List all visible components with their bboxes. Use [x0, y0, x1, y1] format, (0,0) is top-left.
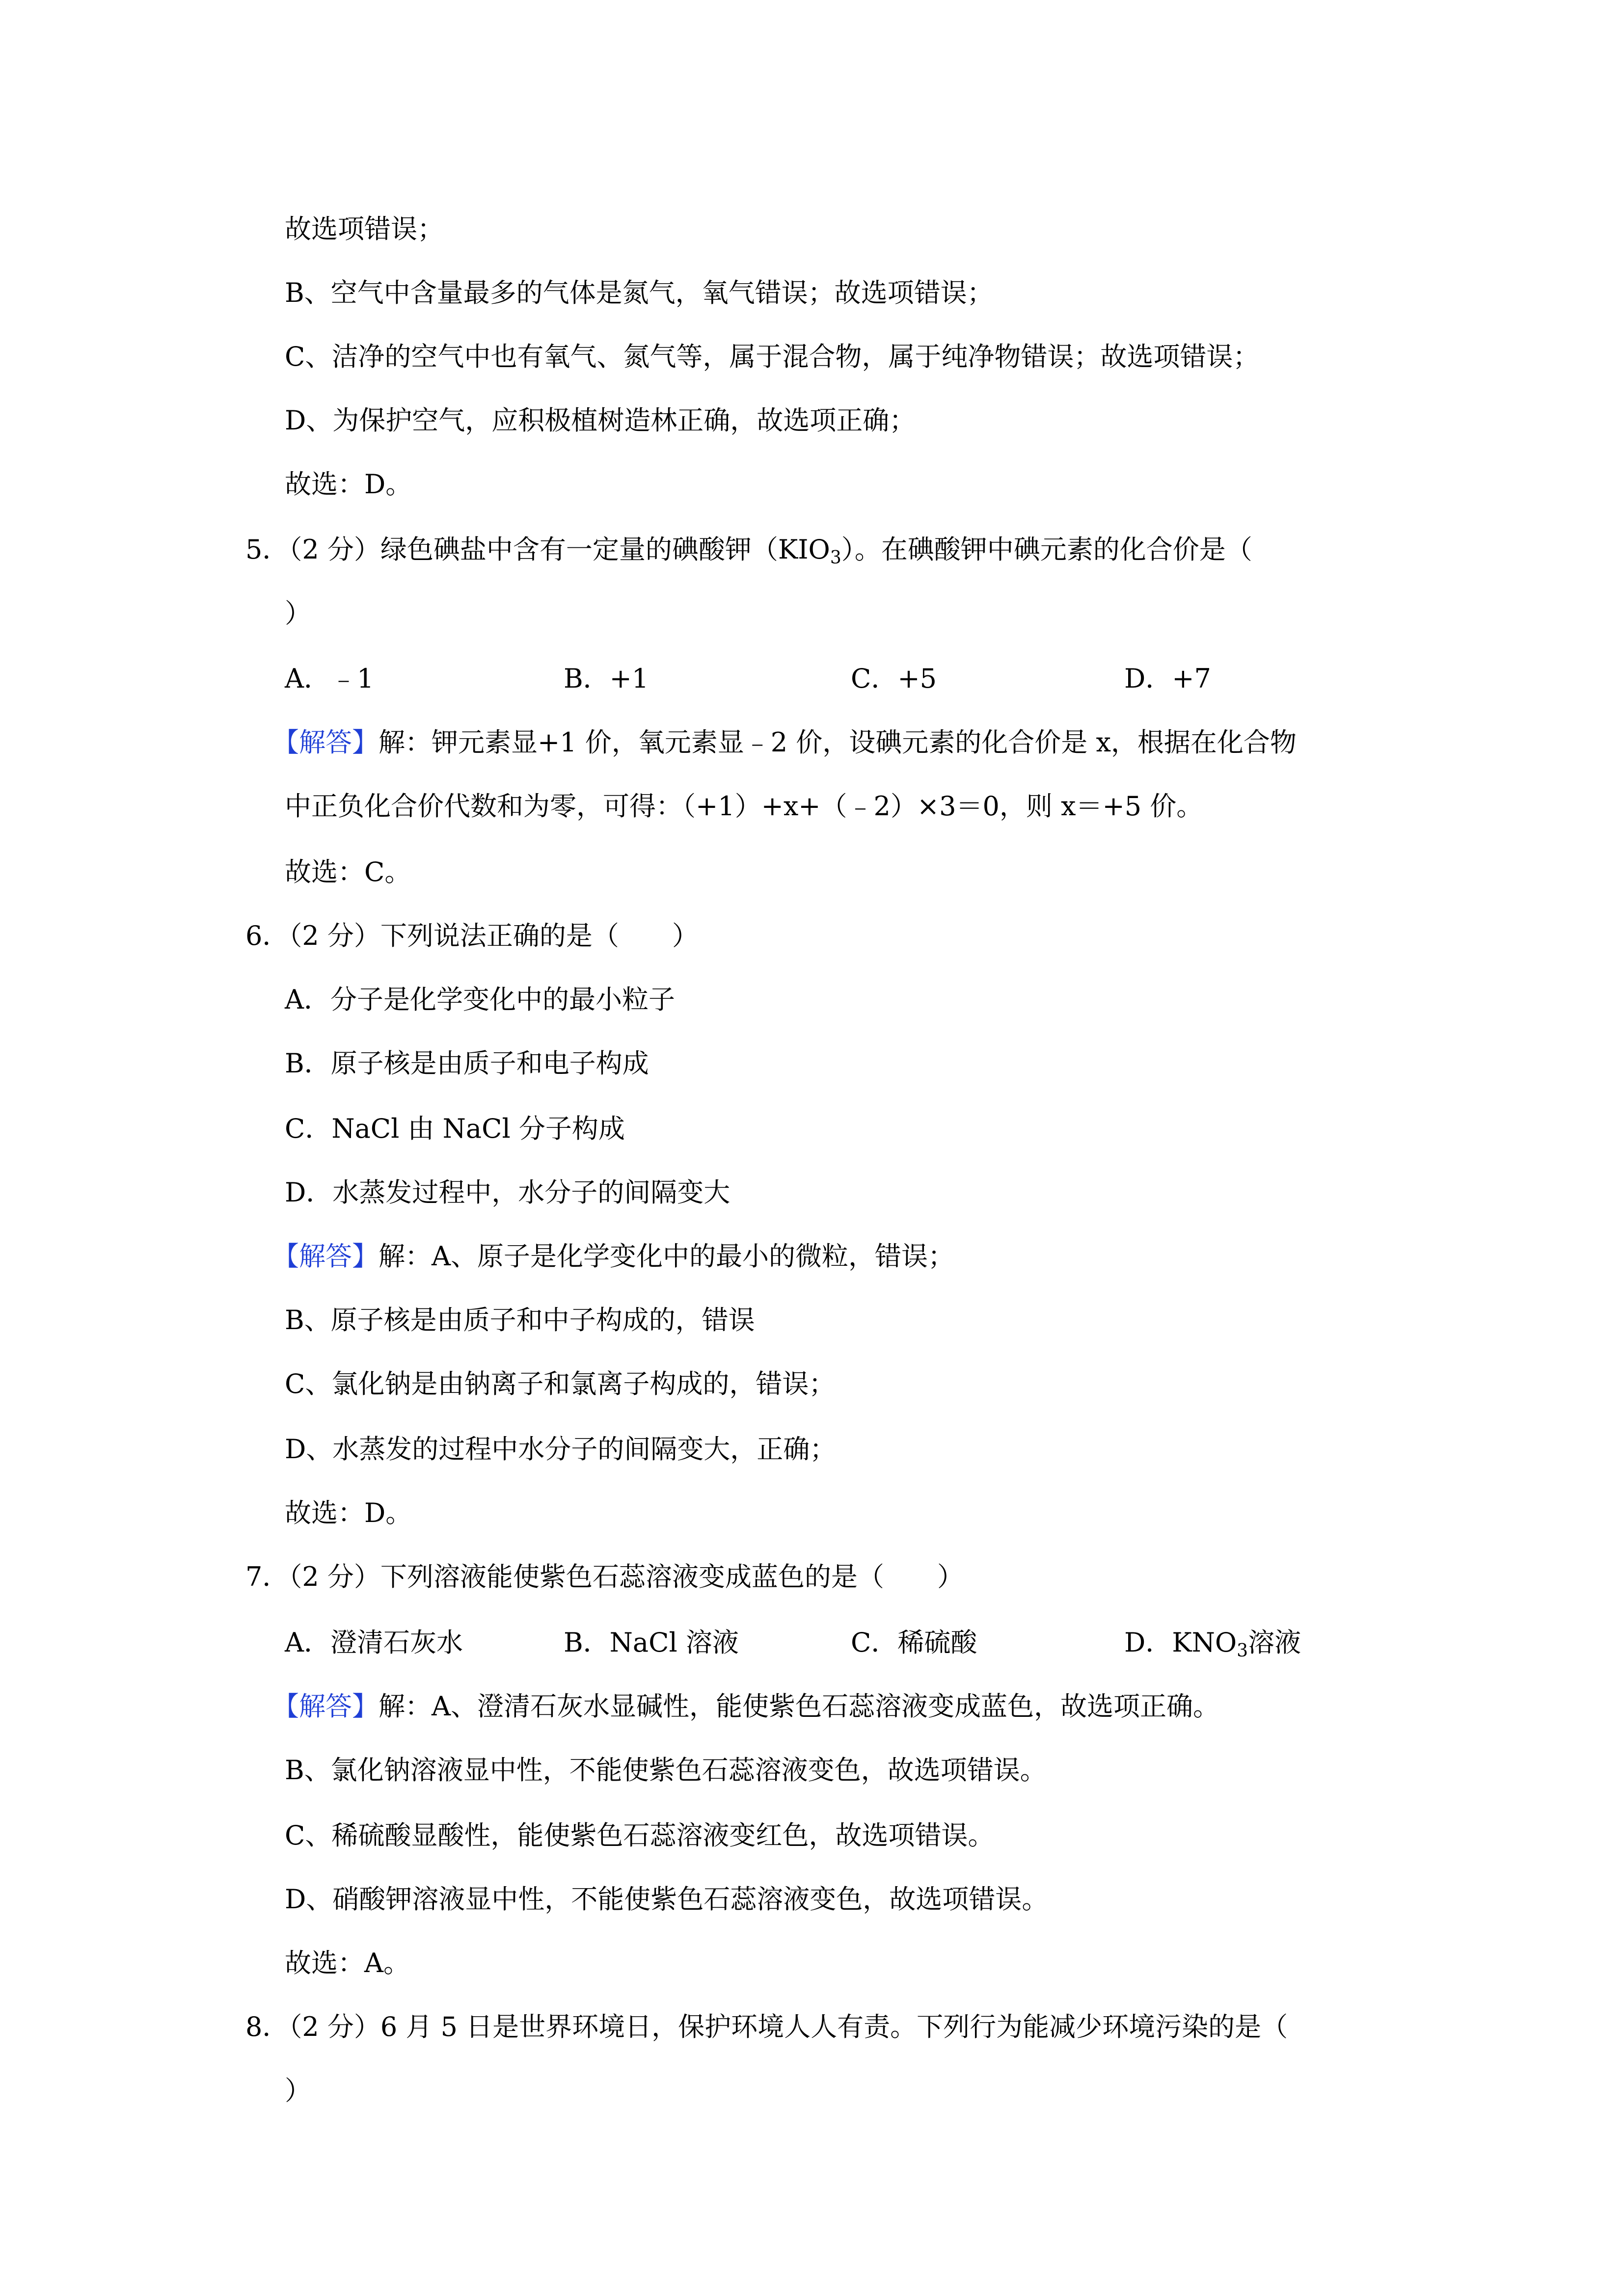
q7-options: [0, 1629, 1624, 1659]
q5-answer-text-1: 解：钾元素显+1 价，氧元素显﹣2 价，设碘元素的化合价是 x，根据在化合物: [379, 727, 1297, 758]
q6-answer-line-4: D、水蒸发的过程中水分子的间隔变大，正确；: [285, 1434, 837, 1465]
q6-option-c: C．NaCl 由 NaCl 分子构成: [285, 1113, 625, 1144]
q4-choice: 故选：D。: [285, 469, 412, 500]
q5-number: 5．: [245, 534, 289, 565]
q6-answer-line-1: [272, 1243, 954, 1270]
q4-tail-line-1: 故选项错误；: [285, 214, 444, 244]
q6-choice: 故选：D。: [285, 1497, 412, 1528]
q4-tail-line-2: B、空气中含量最多的气体是氮气，氧气错误；故选项错误；: [285, 277, 994, 308]
q6-stem-text: （2 分）下列说法正确的是（ ）: [289, 920, 699, 951]
q7-option-d-text-b: 溶液: [1248, 1627, 1301, 1658]
q7-stem: [245, 1561, 964, 1592]
q6-answer-line-3: C、氯化钠是由钠离子和氯离子构成的，错误；: [285, 1368, 836, 1399]
q4-tail-line-4: D、为保护空气，应积极植树造林正确，故选项正确；: [285, 405, 916, 436]
q5-stem: [245, 534, 1252, 568]
q7-answer-tag: 【解答】: [272, 1691, 379, 1722]
q5-stem-cont: ）: [285, 598, 311, 629]
q5-answer-line-2: 中正负化合价代数和为零，可得：（+1）+x+（﹣2）×3＝0，则 x＝+5 价。: [285, 791, 1203, 822]
q7-option-d-text-a: D．KNO: [1124, 1627, 1237, 1658]
q7-answer-line-3: C、稀硫酸显酸性，能使紫色石蕊溶液变红色，故选项错误。: [285, 1820, 995, 1851]
q8-stem: [245, 2011, 1288, 2042]
q5-option-d: D．+7: [1124, 663, 1211, 694]
q7-answer-text-1: 解：A、澄清石灰水显碱性，能使紫色石蕊溶液变成蓝色，故选项正确。: [379, 1691, 1219, 1722]
q7-choice: 故选：A。: [285, 1948, 410, 1978]
q4-tail-line-3: C、洁净的空气中也有氧气、氮气等，属于混合物，属于纯净物错误；故选项错误；: [285, 341, 1260, 372]
q7-answer-line-2: B、氯化钠溶液显中性，不能使紫色石蕊溶液变色，故选项错误。: [285, 1755, 1047, 1786]
q5-stem-text-a: （2 分）绿色碘盐中含有一定量的碘酸钾（KIO: [289, 534, 830, 565]
q6-number: 6．: [245, 920, 289, 951]
q5-option-b: B．+1: [564, 663, 649, 694]
q7-option-d-subscript: 3: [1237, 1641, 1248, 1661]
q8-number: 8．: [245, 2011, 289, 2042]
q7-option-a: A．澄清石灰水: [285, 1627, 463, 1658]
q6-option-d: D．水蒸发过程中，水分子的间隔变大: [285, 1177, 731, 1208]
q7-option-b: B．NaCl 溶液: [564, 1627, 739, 1658]
q7-option-c: C．稀硫酸: [851, 1627, 977, 1658]
q5-stem-text-b: ）。在碘酸钾中碘元素的化合价是（: [841, 534, 1252, 565]
q8-stem-text: （2 分）6 月 5 日是世界环境日，保护环境人人有责。下列行为能减少环境污染的是（: [289, 2011, 1288, 2042]
q7-answer-line-4: D、硝酸钾溶液显中性，不能使紫色石蕊溶液变色，故选项错误。: [285, 1884, 1049, 1915]
q5-option-a: A．﹣1: [285, 663, 374, 694]
q5-stem-subscript: 3: [830, 548, 841, 568]
q7-stem-text: （2 分）下列溶液能使紫色石蕊溶液变成蓝色的是（ ）: [289, 1561, 964, 1592]
q6-answer-line-2: B、原子核是由质子和中子构成的，错误: [285, 1305, 755, 1335]
q5-option-c: C．+5: [851, 663, 937, 694]
q7-answer-line-1: [272, 1693, 1219, 1720]
q7-option-d: [1124, 1627, 1301, 1661]
q5-answer-tag: 【解答】: [272, 727, 379, 758]
q5-answer-line-1: [272, 729, 1297, 756]
q6-option-b: B．原子核是由质子和电子构成: [285, 1048, 649, 1079]
q6-option-a: A．分子是化学变化中的最小粒子: [285, 984, 675, 1015]
q8-stem-cont: ）: [285, 2075, 311, 2106]
q6-answer-text-1: 解：A、原子是化学变化中的最小的微粒，错误；: [379, 1241, 954, 1272]
q5-options: [0, 663, 1624, 695]
q6-answer-tag: 【解答】: [272, 1241, 379, 1272]
q5-choice: 故选：C。: [285, 856, 411, 887]
q7-number: 7．: [245, 1561, 289, 1592]
q6-stem: [245, 920, 699, 951]
